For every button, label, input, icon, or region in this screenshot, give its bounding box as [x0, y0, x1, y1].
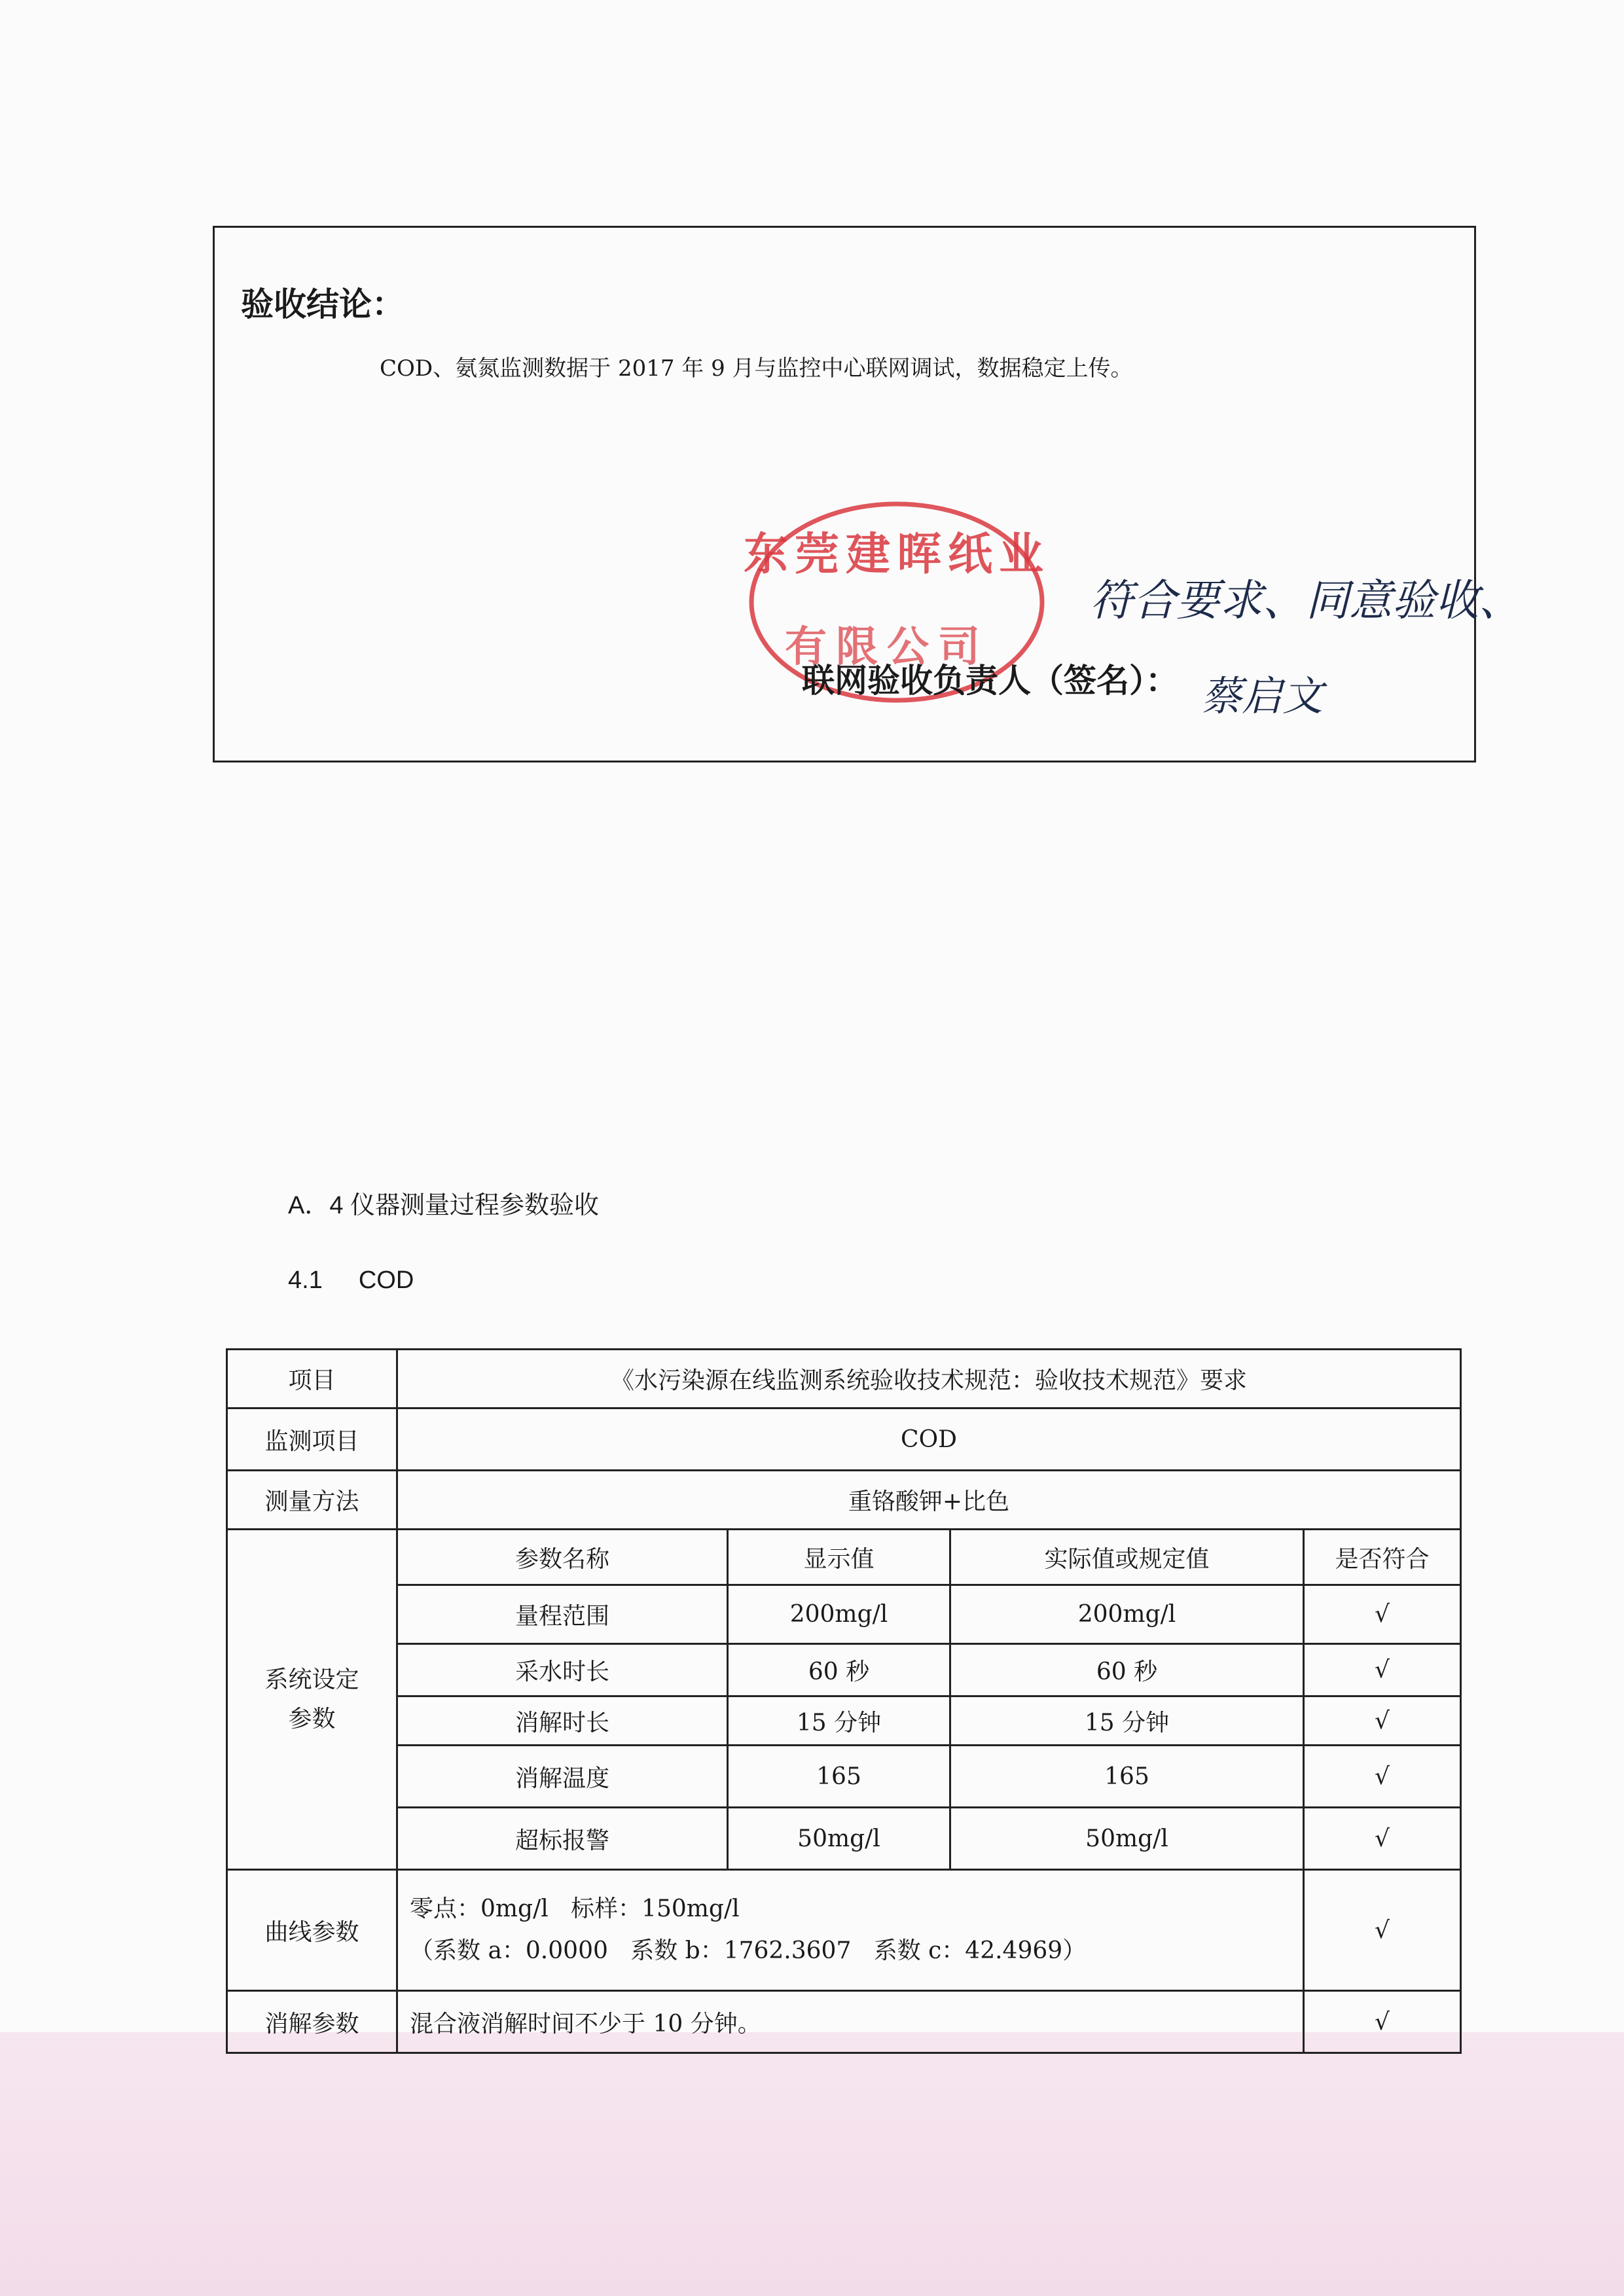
row-label: 监测项目	[227, 1408, 397, 1471]
param-name: 消解温度	[397, 1746, 728, 1808]
header-cell: 显示值	[728, 1530, 950, 1585]
param-display: 60 秒	[728, 1644, 950, 1696]
section-name: COD	[358, 1266, 414, 1294]
table-row	[227, 1350, 1461, 1408]
curve-line-1: 零点：0mg/l 标样：150mg/l	[410, 1895, 740, 1922]
param-actual: 60 秒	[950, 1644, 1304, 1696]
curve-values	[397, 1870, 1304, 1991]
scan-pink-band	[0, 2032, 1624, 2296]
row-value: COD	[397, 1408, 1461, 1471]
param-ok: √	[1304, 1644, 1461, 1696]
section-number: 4.1	[288, 1266, 323, 1294]
header-cell: 参数名称	[397, 1530, 728, 1585]
param-ok: √	[1304, 1746, 1461, 1808]
handwritten-signature	[1198, 648, 1375, 746]
section-a4-heading: A．4 仪器测量过程参数验收	[288, 1192, 600, 1219]
svg-text:东莞建晖纸业: 东莞建晖纸业	[743, 528, 1051, 581]
table-row	[227, 1644, 1461, 1696]
table-row	[227, 1696, 1461, 1746]
table-row	[227, 1530, 1461, 1585]
system-params-label: 系统设定参数	[227, 1530, 397, 1870]
param-actual: 165	[950, 1746, 1304, 1808]
table-row	[227, 1408, 1461, 1471]
section-4-1-heading	[288, 1266, 414, 1295]
param-actual: 200mg/l	[950, 1585, 1304, 1644]
param-actual: 50mg/l	[950, 1808, 1304, 1870]
param-display: 200mg/l	[728, 1585, 950, 1644]
param-display: 50mg/l	[728, 1808, 950, 1870]
row-label: 测量方法	[227, 1471, 397, 1530]
param-actual: 15 分钟	[950, 1696, 1304, 1746]
param-name: 量程范围	[397, 1585, 728, 1644]
table-row	[227, 1991, 1461, 2053]
svg-text:有限公司: 有限公司	[785, 622, 989, 672]
param-display: 165	[728, 1746, 950, 1808]
curve-ok: √	[1304, 1870, 1461, 1991]
signer-label: 联网验收负责人（签名）：	[802, 661, 1178, 700]
svg-text:符合要求、同意验收、: 符合要求、同意验收、	[1090, 575, 1522, 626]
cod-parameter-table	[226, 1348, 1462, 2054]
param-ok: √	[1304, 1808, 1461, 1870]
curve-label: 曲线参数	[227, 1870, 397, 1991]
param-name: 采水时长	[397, 1644, 728, 1696]
table-row	[227, 1585, 1461, 1644]
svg-text:蔡启文: 蔡启文	[1201, 672, 1324, 720]
param-name: 消解时长	[397, 1696, 728, 1746]
param-ok: √	[1304, 1585, 1461, 1644]
row-value: 重铬酸钾+比色	[397, 1471, 1461, 1530]
header-cell: 实际值或规定值	[950, 1530, 1304, 1585]
curve-line-2: （系数 a：0.0000 系数 b：1762.3607 系数 c：42.4969）	[410, 1937, 1087, 1964]
table-row	[227, 1746, 1461, 1808]
conclusion-body: COD、氨氮监测数据于 2017 年 9 月与监控中心联网调试，数据稳定上传。	[380, 355, 1133, 382]
conclusion-title: 验收结论：	[241, 285, 405, 323]
table-row	[227, 1870, 1461, 1991]
row-label: 项目	[227, 1350, 397, 1408]
digest-value: 混合液消解时间不少于 10 分钟。	[397, 1991, 1304, 2053]
param-ok: √	[1304, 1696, 1461, 1746]
table-row	[227, 1808, 1461, 1870]
header-cell: 是否符合	[1304, 1530, 1461, 1585]
table-row	[227, 1471, 1461, 1530]
param-name: 超标报警	[397, 1808, 728, 1870]
digest-ok: √	[1304, 1991, 1461, 2053]
row-value: 《水污染源在线监测系统验收技术规范：验收技术规范》要求	[397, 1350, 1461, 1408]
param-display: 15 分钟	[728, 1696, 950, 1746]
handwritten-approval	[1087, 563, 1522, 641]
digest-label: 消解参数	[227, 1991, 397, 2053]
